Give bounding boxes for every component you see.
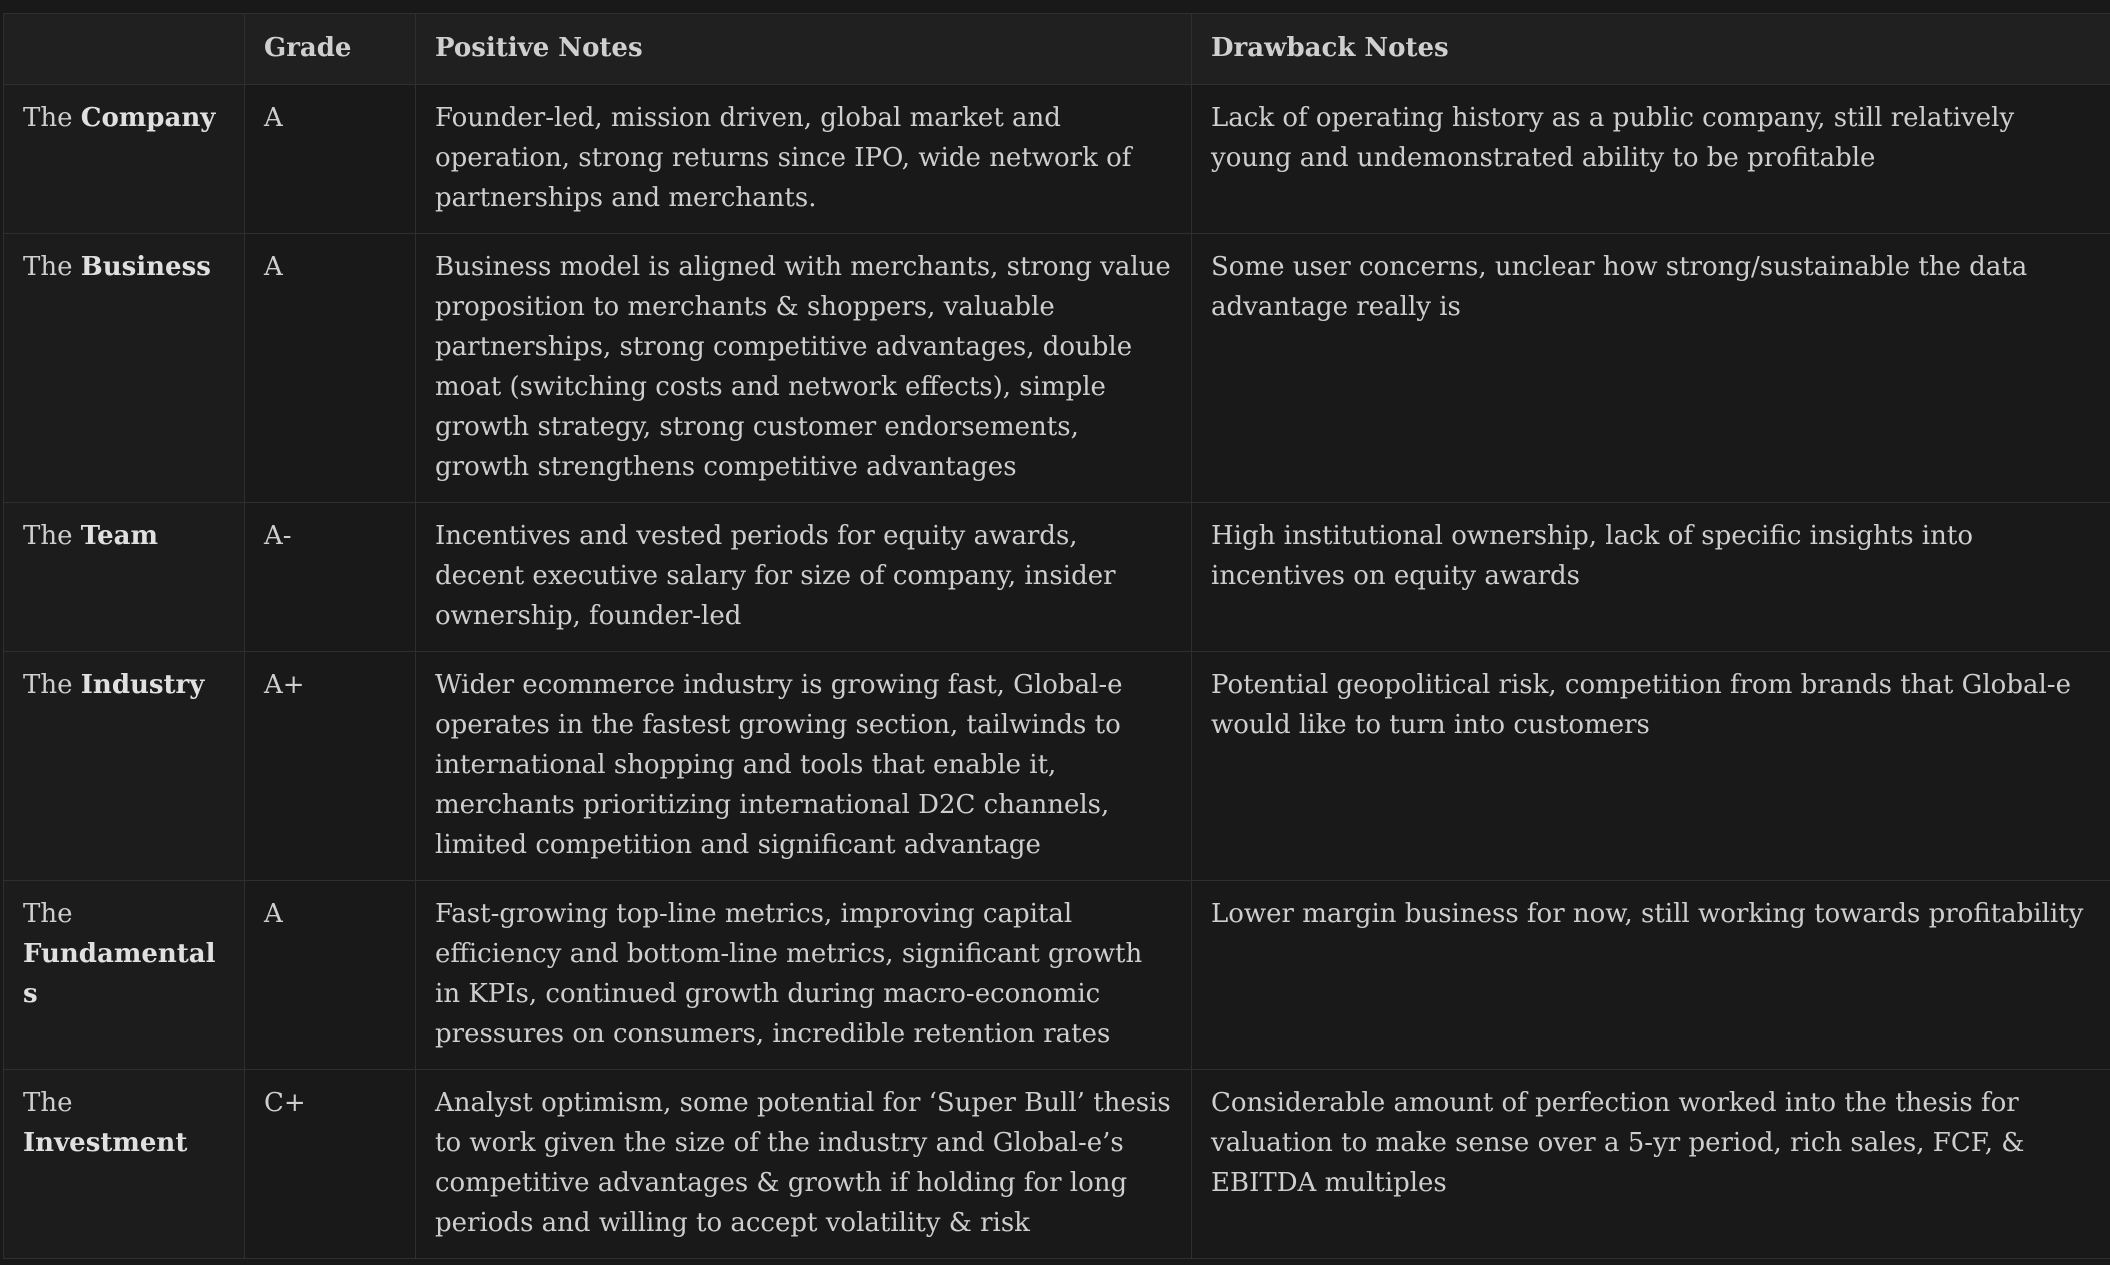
table-row: [4, 503, 2110, 652]
row-category: [4, 503, 245, 652]
category-name: Fundamentals: [23, 939, 216, 1009]
row-category: [4, 881, 245, 1070]
category-prefix: The: [23, 252, 81, 282]
row-positive-notes: Analyst optimism, some potential for ‘Super Bull’ thesis to work given the size of the industry and Global-e’s competitive advantages & growth if holding for long periods and willing to accept volatility & risk: [416, 1070, 1192, 1259]
row-grade: C+: [245, 1070, 416, 1259]
row-drawback-notes: Some user concerns, unclear how strong/sustainable the data advantage really is: [1192, 234, 2110, 503]
row-category: [4, 234, 245, 503]
row-positive-notes: Business model is aligned with merchants, strong value proposition to merchants & shoppers, valuable partnerships, strong competitive advantages, double moat (switching costs and network effects), simple growth strategy, strong customer endorsements, growth strengthens competitive advantages: [416, 234, 1192, 503]
row-positive-notes: Founder-led, mission driven, global market and operation, strong returns since IPO, wide network of partnerships and merchants.: [416, 85, 1192, 234]
category-name: Industry: [80, 670, 205, 700]
category-name: Company: [80, 103, 216, 133]
row-positive-notes: Incentives and vested periods for equity awards, decent executive salary for size of company, insider ownership, founder-led: [416, 503, 1192, 652]
category-prefix: The: [23, 670, 81, 700]
row-drawback-notes: Lack of operating history as a public company, still relatively young and undemonstrated ability to be profitable: [1192, 85, 2110, 234]
row-drawback-notes: Considerable amount of perfection worked into the thesis for valuation to make sense over a 5-yr period, rich sales, FCF, & EBITDA multiples: [1192, 1070, 2110, 1259]
table-row: [4, 85, 2110, 234]
table-row: [4, 881, 2110, 1070]
row-grade: A-: [245, 503, 416, 652]
header-grade: Grade: [245, 14, 416, 85]
row-category: [4, 85, 245, 234]
table-row: [4, 652, 2110, 881]
grade-table: [3, 13, 2110, 1259]
category-prefix: The: [23, 103, 81, 133]
row-positive-notes: Wider ecommerce industry is growing fast, Global-e operates in the fastest growing section, tailwinds to international shopping and tools that enable it, merchants prioritizing international D2C channels, limited competition and significant advantage: [416, 652, 1192, 881]
table-row: [4, 234, 2110, 503]
category-prefix: The: [23, 1088, 73, 1118]
grade-table-container: [3, 13, 2110, 1259]
category-name: Investment: [23, 1128, 188, 1158]
table-row: [4, 1070, 2110, 1259]
row-grade: A: [245, 234, 416, 503]
header-drawback-notes: Drawback Notes: [1192, 14, 2110, 85]
category-prefix: The: [23, 521, 81, 551]
header-row: [4, 14, 2110, 85]
category-name: Business: [80, 252, 211, 282]
row-category: [4, 652, 245, 881]
row-drawback-notes: Lower margin business for now, still working towards profitability: [1192, 881, 2110, 1070]
category-prefix: The: [23, 899, 73, 929]
row-positive-notes: Fast-growing top-line metrics, improving capital efficiency and bottom-line metrics, significant growth in KPIs, continued growth during macro-economic pressures on consumers, incredible retention rates: [416, 881, 1192, 1070]
row-drawback-notes: Potential geopolitical risk, competition from brands that Global-e would like to turn into customers: [1192, 652, 2110, 881]
header-positive-notes: Positive Notes: [416, 14, 1192, 85]
category-name: Team: [80, 521, 159, 551]
row-grade: A+: [245, 652, 416, 881]
row-category: [4, 1070, 245, 1259]
row-drawback-notes: High institutional ownership, lack of specific insights into incentives on equity awards: [1192, 503, 2110, 652]
header-category: [4, 14, 245, 85]
row-grade: A: [245, 85, 416, 234]
row-grade: A: [245, 881, 416, 1070]
